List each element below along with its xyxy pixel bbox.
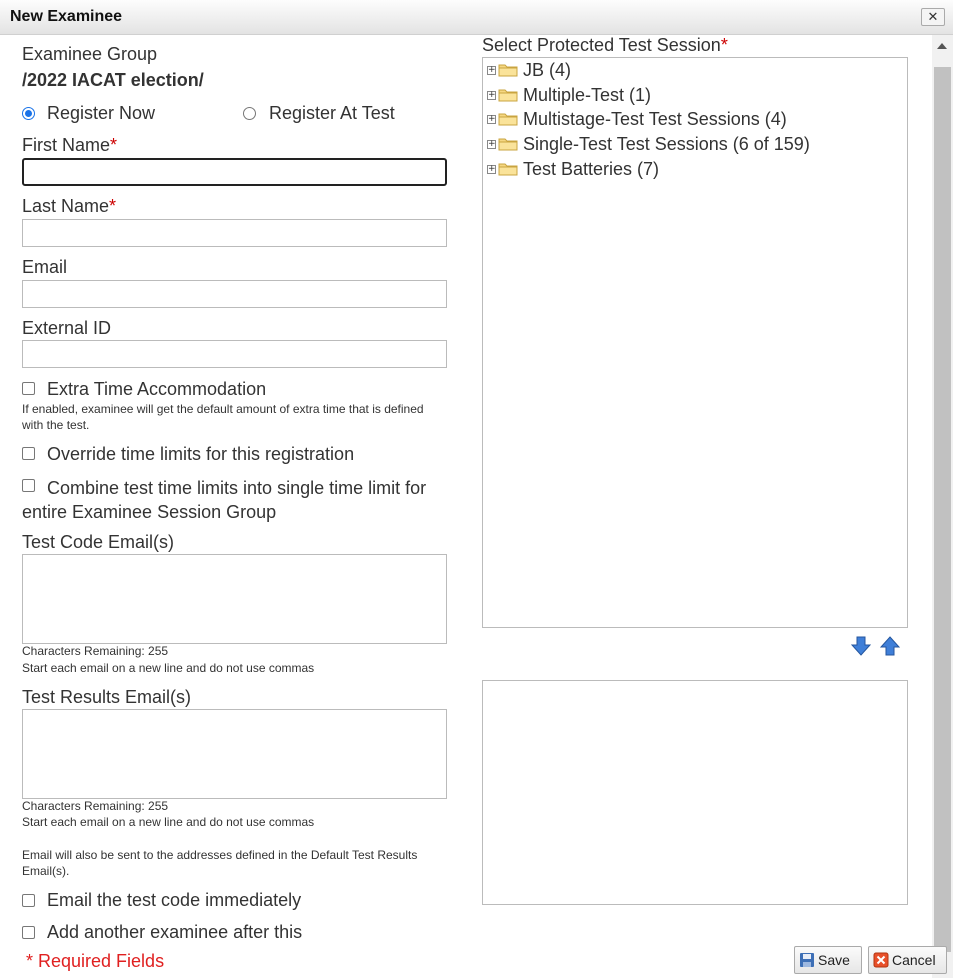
external-id-input[interactable] [22,340,447,368]
test-results-email-label: Test Results Email(s) [22,687,192,707]
save-button[interactable] [794,946,862,974]
floppy-disk-icon [799,952,815,968]
dialog-titlebar [0,0,953,35]
first-name-input[interactable] [22,158,447,186]
test-code-email-label: Test Code Email(s) [22,532,175,552]
external-id-label: External ID [22,318,112,338]
folder-icon [498,137,518,151]
folder-icon [498,63,518,77]
tree-node-label[interactable]: Single-Test Test Sessions (6 of 159) [523,133,810,154]
tree-node[interactable] [487,59,571,81]
tree-node[interactable] [487,158,659,180]
expand-icon[interactable]: + [488,138,496,149]
add-another-label[interactable]: Add another examinee after this [47,922,303,942]
tree-node-label[interactable]: Test Batteries (7) [523,158,660,179]
register-at-test-radio[interactable] [243,107,256,120]
required-fields-note: * Required Fields [26,951,165,971]
tree-node[interactable] [487,133,810,155]
examinee-group-path: /2022 IACAT election/ [22,70,204,90]
test-code-email-textarea[interactable] [22,554,447,644]
test-results-email-textarea[interactable] [22,709,447,799]
required-marker: * [109,196,117,216]
add-another-checkbox[interactable] [22,926,35,939]
required-marker: * [720,35,728,55]
folder-icon [498,88,518,102]
test-results-chars-remaining: Characters Remaining: 255 [22,799,169,813]
last-name-input[interactable] [22,219,447,247]
required-marker: * [110,135,118,155]
expand-icon[interactable]: + [488,163,496,174]
last-name-label: Last Name* [22,196,117,216]
expand-icon[interactable]: + [488,64,496,75]
tree-node[interactable] [487,84,651,106]
scrollbar-thumb[interactable] [934,67,951,952]
scrollbar[interactable] [932,35,953,978]
tree-node[interactable] [487,108,787,130]
dialog-title: New Examinee [10,8,123,25]
first-name-label: First Name* [22,135,118,155]
email-input[interactable] [22,280,447,308]
close-button[interactable]: ✕ [921,8,945,26]
override-time-checkbox[interactable] [22,447,35,460]
tree-node-label[interactable]: JB (4) [523,59,572,80]
cancel-icon [873,952,889,968]
folder-icon [498,112,518,126]
register-now-radio[interactable] [22,107,35,120]
extra-time-checkbox[interactable] [22,382,35,395]
scroll-up-icon[interactable] [937,43,947,49]
save-button-label: Save [818,952,850,968]
test-code-email-hint: Start each email on a new line and do not use commas [22,661,315,675]
email-immediately-checkbox[interactable] [22,894,35,907]
session-tree-label: Select Protected Test Session* [482,35,728,55]
email-label: Email [22,257,68,277]
expand-icon[interactable]: + [488,113,496,124]
extra-time-label[interactable]: Extra Time Accommodation [47,379,267,399]
session-tree [482,57,908,628]
register-now-label[interactable]: Register Now [47,103,156,123]
tree-node-label[interactable]: Multistage-Test Test Sessions (4) [523,108,787,129]
test-code-chars-remaining: Characters Remaining: 255 [22,644,169,658]
cancel-button-label: Cancel [892,952,936,968]
move-up-icon[interactable] [880,636,900,656]
tree-node-label[interactable]: Multiple-Test (1) [523,84,652,105]
extra-time-help: If enabled, examinee will get the default amount of extra time that is defined with the test. [22,402,424,432]
cancel-button[interactable] [868,946,947,974]
test-results-email-note: Email will also be sent to the addresses defined in the Default Test Results Email(s). [22,848,418,878]
test-results-email-hint: Start each email on a new line and do not use commas [22,815,315,829]
combine-time-label[interactable]: Combine test time limits into single time limit for entire Examinee Session Group [22,478,427,522]
expand-icon[interactable]: + [488,89,496,100]
email-immediately-label[interactable]: Email the test code immediately [47,890,302,910]
folder-icon [498,162,518,176]
selected-sessions-list[interactable] [482,680,908,905]
register-at-test-label[interactable]: Register At Test [269,103,395,123]
override-time-label[interactable]: Override time limits for this registration [47,444,355,464]
move-down-icon[interactable] [851,636,871,656]
examinee-group-label: Examinee Group [22,44,158,64]
